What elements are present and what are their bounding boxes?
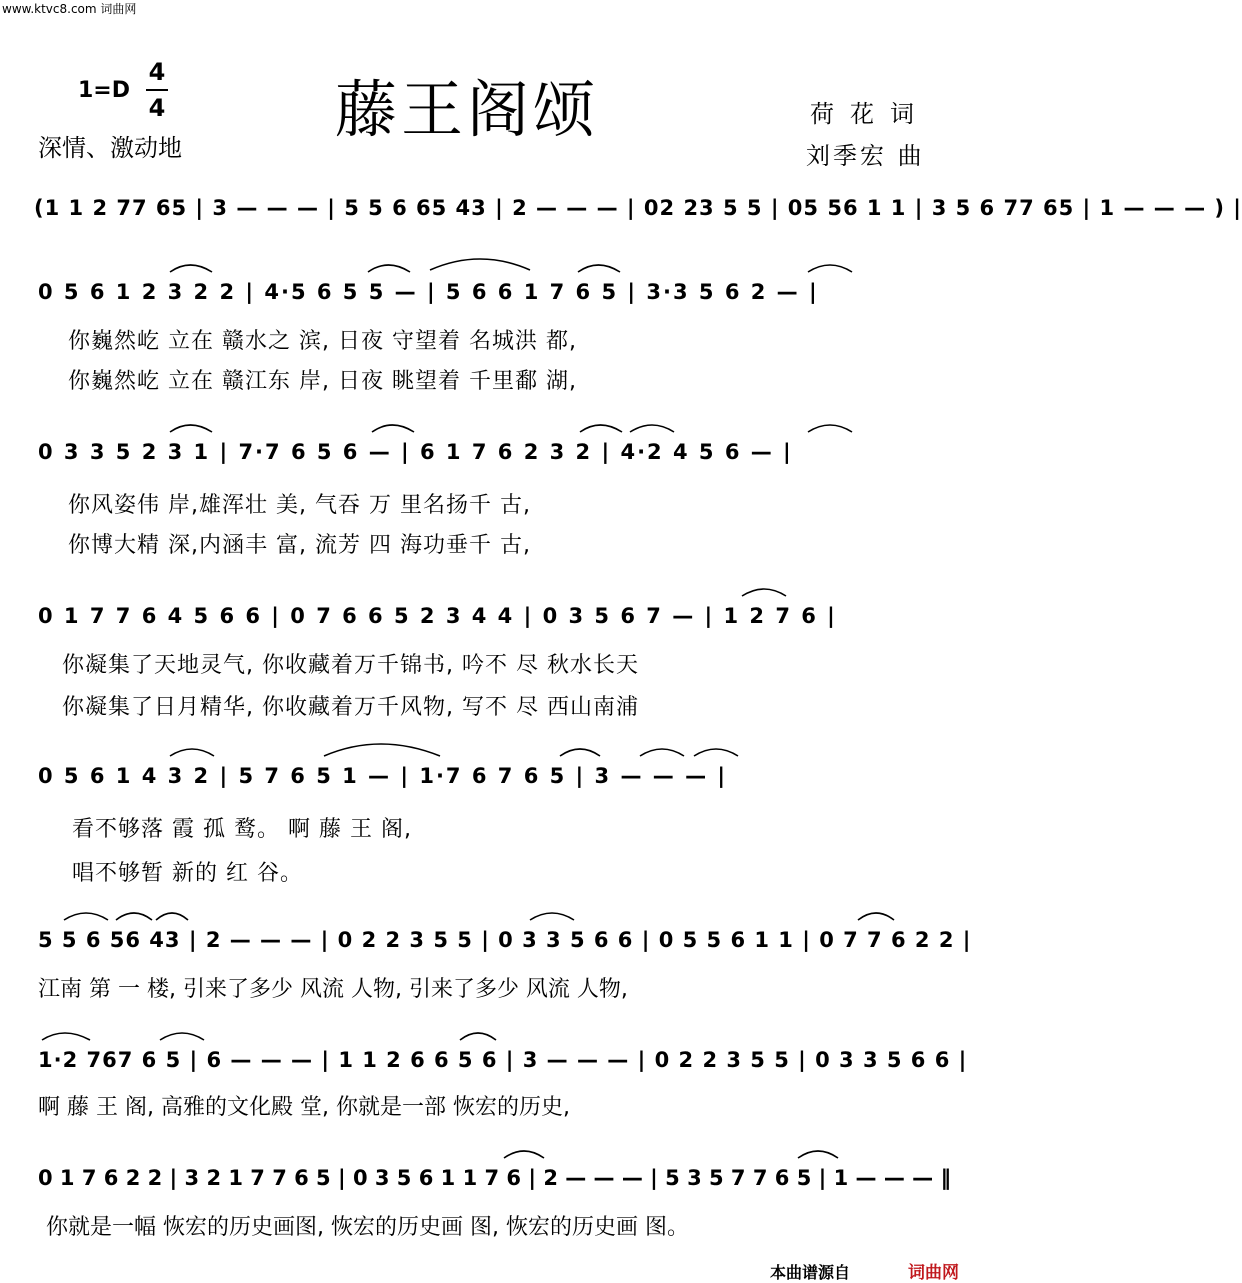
line6-notes: 1·2 767 6 5 | 6 — — — | 1 1 2 6 6 5 6 | 3 — — — | 0 2 2 3 5 5 | 0 3 3 5 6 6 | [38,1048,968,1072]
slur [640,749,684,756]
line2-verse2: 你博大精 深,内涵丰 富, 流芳 四 海功垂千 古, [68,533,531,558]
line2-notes: 0 3 3 5 2 3 1 | 7·7 6 5 6 — | 6 1 7 6 2 3 2 | 4·2 4 5 6 — | [38,440,793,464]
footer-source: 本曲谱源自 [770,1263,851,1282]
slur [430,259,530,270]
song-title: 藤王阁颂 [335,73,600,146]
slur [858,913,894,920]
slur [170,265,212,272]
slur [798,1151,838,1158]
line1-notes: 0 5 6 1 2 3 2 2 | 4·5 6 5 5 — | 5 6 6 1 7 6 5 | 3·3 5 6 2 — | [38,280,819,304]
slur [116,913,152,920]
slur [630,425,674,432]
line4-verse2: 唱不够暂 新的 红 谷。 [72,861,303,886]
slur [170,749,214,756]
slur [694,749,738,756]
slur [560,749,600,756]
footer-logo: 词曲网 [908,1263,959,1283]
slur [368,265,410,272]
composer-credit: 刘季宏 曲 [806,142,925,170]
slur [504,1151,544,1158]
slur [460,1033,496,1040]
line3-verse1: 你凝集了天地灵气, 你收藏着万千锦书, 吟不 尽 秋水长天 [62,653,639,678]
slur [808,265,852,272]
slur [808,425,852,432]
lyricist-credit: 荷花词 [810,100,930,128]
line4-notes: 0 5 6 1 4 3 2 | 5 7 6 5 1 — | 1·7 6 7 6 5 | 3 — — — | [38,764,728,788]
line2-verse1: 你风姿伟 岸,雄浑壮 美, 气吞 万 里名扬千 古, [68,493,531,518]
time-signature-bottom: 4 [148,94,166,122]
line5-lyrics: 江南 第 一 楼, 引来了多少 风流 人物, 引来了多少 风流 人物, [38,977,628,1002]
slur [372,425,414,432]
line7-lyrics: 你就是一幅 恢宏的历史画图, 恢宏的历史画 图, 恢宏的历史画 图。 [46,1215,689,1240]
slur [160,1033,204,1040]
slur [64,913,108,920]
tempo-marking: 深情、激动地 [38,134,182,162]
slur [578,265,620,272]
line4-verse1: 看不够落 霞 孤 鹜。 啊 藤 王 阁, [72,817,412,842]
line1-verse2: 你巍然屹 立在 赣江东 岸, 日夜 眺望着 千里鄱 湖, [68,369,577,394]
slur [530,913,574,920]
slur [324,744,440,756]
slur [742,589,786,596]
slur [156,913,188,920]
time-signature-top: 4 [148,58,166,86]
slur [42,1033,90,1040]
line3-verse2: 你凝集了日月精华, 你收藏着万千风物, 写不 尽 西山南浦 [62,695,639,720]
key-signature: 1=D [78,78,131,103]
slur [580,425,622,432]
watermark-url: www.ktvc8.com 词曲网 [2,2,137,16]
line5-notes: 5 5 6 56 43 | 2 — — — | 0 2 2 3 5 5 | 0 3 3 5 6 6 | 0 5 5 6 1 1 | 0 7 7 6 2 2 | [38,928,972,952]
intro-notes: (1 1 2 77 65 | 3 — — — | 5 5 6 65 43 | 2 — — — | 02 23 5 5 | 05 56 1 1 | 3 5 6 77 65 | 1 — — — ) | [34,196,1242,220]
line3-notes: 0 1 7 7 6 4 5 6 6 | 0 7 6 6 5 2 3 4 4 | 0 3 5 6 7 — | 1 2 7 6 | [38,604,837,628]
slur [170,425,212,432]
line6-lyrics: 啊 藤 王 阁, 高雅的文化殿 堂, 你就是一部 恢宏的历史, [38,1095,570,1120]
line7-notes: 0 1 7 6 2 2 | 3 2 1 7 7 6 5 | 0 3 5 6 1 1 7 6 | 2 — — — | 5 3 5 7 7 6 5 | 1 — — — ‖ [38,1166,951,1190]
line1-verse1: 你巍然屹 立在 赣水之 滨, 日夜 守望着 名城洪 都, [68,329,577,354]
